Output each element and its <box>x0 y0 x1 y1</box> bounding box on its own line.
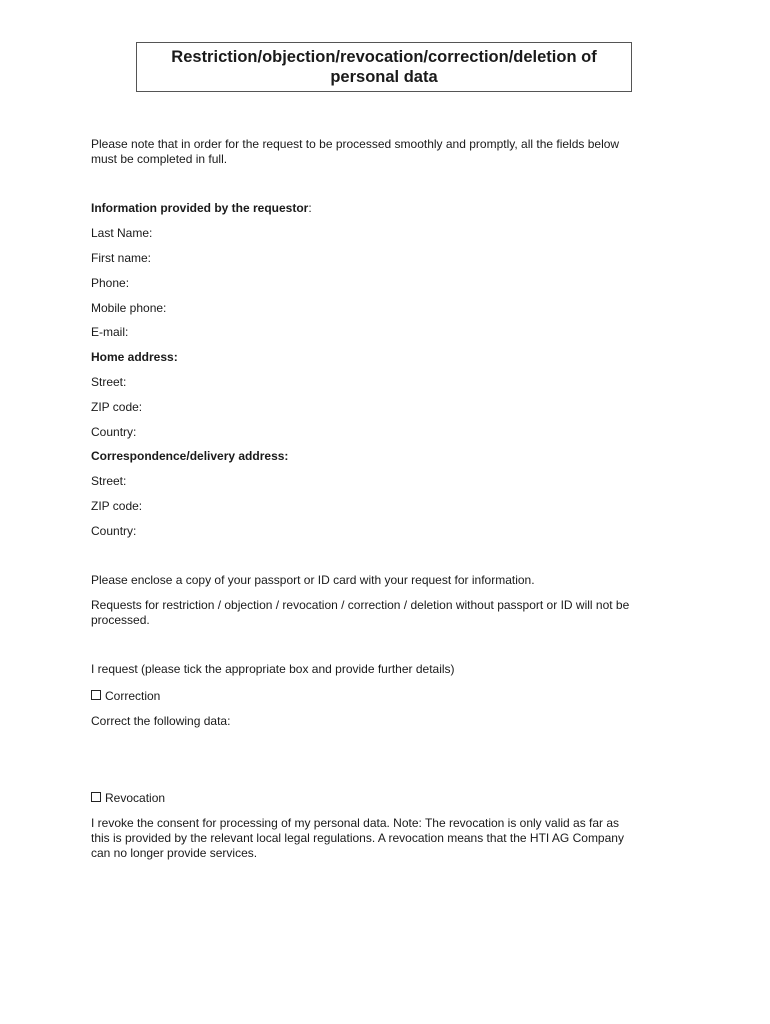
correspondence-street-field-label: Street: <box>91 474 127 488</box>
correction-detail-label: Correct the following data: <box>91 714 231 728</box>
home-zip-field-label: ZIP code: <box>91 400 143 414</box>
enclose-warning-line2: processed. <box>91 613 150 627</box>
requestor-heading-label: Information provided by the requestor <box>91 201 309 215</box>
home-street-field-label: Street: <box>91 375 127 389</box>
form-title-line2: personal data <box>330 68 438 86</box>
intro-line1: Please note that in order for the request to be processed smoothly and promptly, all the fields below <box>91 137 620 151</box>
email-field-label: E-mail: <box>91 325 129 339</box>
home-address-heading: Home address: <box>91 350 178 364</box>
revocation-option[interactable] <box>91 791 165 806</box>
form-title-line1: Restriction/objection/revocation/correction/deletion of <box>171 48 597 66</box>
enclose-id-note: Please enclose a copy of your passport or ID card with your request for information. <box>91 573 535 587</box>
last-name-field-label: Last Name: <box>91 226 153 240</box>
correspondence-country-field-label: Country: <box>91 524 137 538</box>
enclose-warning-line1: Requests for restriction / objection / revocation / correction / deletion without passport or ID will not be <box>91 598 630 612</box>
revocation-text-line3: can no longer provide services. <box>91 846 258 860</box>
phone-field-label: Phone: <box>91 276 130 290</box>
home-country-field-label: Country: <box>91 425 137 439</box>
requestor-heading-colon: : <box>308 201 312 215</box>
revocation-text-line1: I revoke the consent for processing of my personal data. Note: The revocation is only valid as far as <box>91 816 620 830</box>
revocation-checkbox[interactable] <box>91 792 101 802</box>
correction-label: Correction <box>105 689 161 703</box>
revocation-text-line2: this is provided by the relevant local legal regulations. A revocation means that the HTI AG Company <box>91 831 624 845</box>
request-intro: I request (please tick the appropriate box and provide further details) <box>91 662 455 676</box>
revocation-label: Revocation <box>105 791 166 805</box>
intro-line2: must be completed in full. <box>91 152 228 166</box>
correction-checkbox[interactable] <box>91 690 101 700</box>
correspondence-zip-field-label: ZIP code: <box>91 499 143 513</box>
mobile-phone-field-label: Mobile phone: <box>91 301 167 315</box>
correspondence-address-heading: Correspondence/delivery address: <box>91 449 289 463</box>
requestor-heading <box>91 201 312 216</box>
form-title-box <box>136 42 632 92</box>
correction-option[interactable] <box>91 689 160 704</box>
first-name-field-label: First name: <box>91 251 152 265</box>
